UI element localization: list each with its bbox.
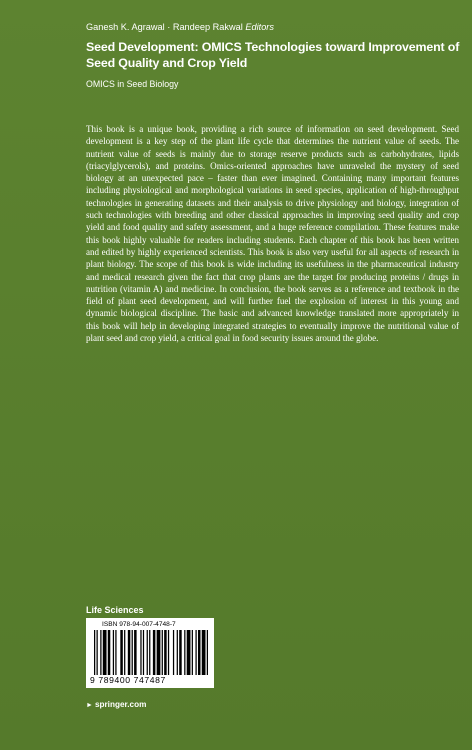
isbn-number: ISBN 978-94-007-4748-7: [102, 621, 176, 628]
book-description: This book is a unique book, providing a rich source of information on seed development. Seed development is a key step of the plant life cycle that determines the nutrient value of seeds. The nutrient value of seeds is mainly due to storage reserve products such as carbohydrates, lipids (triacylglycerols), and proteins. Omics-oriented approaches have unraveled the mystery of seed biology at an unexpected pace – faster than ever imagined. Containing many important features including physiological and morphological variations in seed species, application of high-throughput technologies in generating datasets and their analysis to drive physiology and biology, integration of such technologies with breeding and other classical approaches in improving seed quality and crop yield and food quality and safety assessment, and a huge reference compilation. These features make this book highly valuable for readers including students. Each chapter of this book has been written and edited by highly experienced scientists. This book is also very useful for all aspects of research in plant biology. The scope of this book is wide including its usefulness in the pharmaceutical industry and medical research given the fact that crop plants are the target for producing proteins / drugs in nutrition (vitamin A) and medicine. In conclusion, the book serves as a reference and textbook in the field of plant seed development, and will further fuel the explosion of interest in this young and dynamic biological discipline. The basic and advanced knowledge translated more appropriately in this book will help in developing integrated strategies to eventually improve the nutritional value of plant seed and crop yield, a critical goal in food security issues around the globe.: [86, 124, 459, 344]
publisher-link[interactable]: [86, 700, 146, 709]
barcode-bars-icon: [94, 630, 208, 675]
editors-names: Ganesh K. Agrawal · Randeep Rakwal: [86, 22, 243, 32]
arrow-right-icon: ►: [86, 702, 93, 709]
publisher-url: springer.com: [94, 700, 147, 709]
series-title: OMICS in Seed Biology: [86, 79, 179, 89]
barcode-digits: 9 789400 747487: [90, 675, 166, 685]
subject-category: Life Sciences: [86, 605, 144, 615]
editors-line: [86, 22, 274, 32]
editors-role: Editors: [245, 22, 274, 32]
isbn-barcode: [86, 618, 214, 688]
book-title: Seed Development: OMICS Technologies toward Improvement of Seed Quality and Crop Yield: [86, 40, 460, 70]
